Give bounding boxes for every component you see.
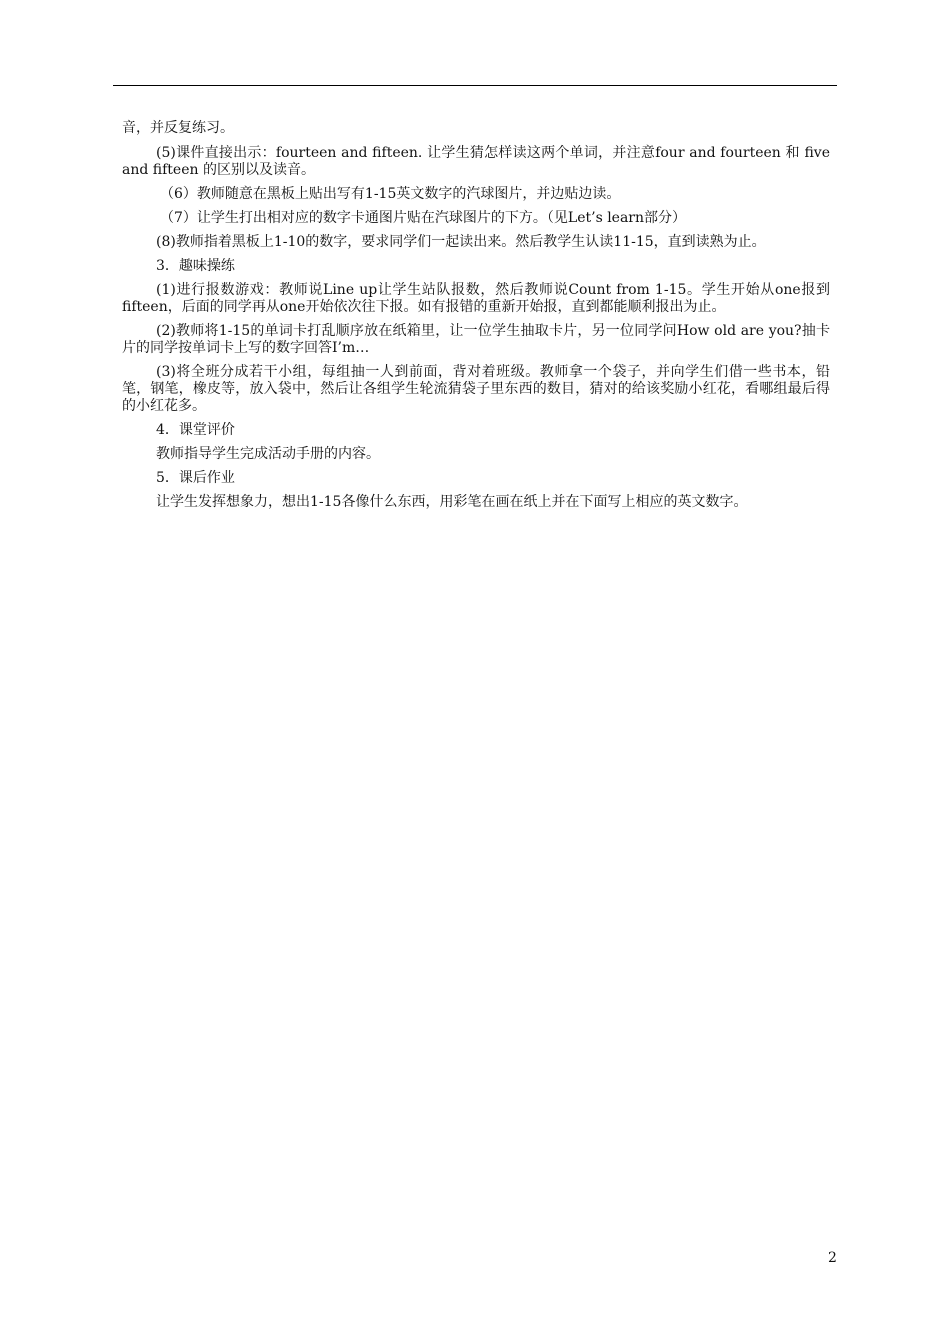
- page-number: 2: [828, 1250, 837, 1266]
- paragraph-step-8: (8)教师指着黑板上1-10的数字，要求同学们一起读出来。然后教学生认读11-15，直到读熟为止。: [156, 234, 766, 250]
- header-rule: [113, 85, 837, 86]
- section-heading-5: 5．课后作业: [156, 470, 235, 486]
- section-heading-4: 4．课堂评价: [156, 422, 235, 438]
- paragraph-step-7: （7）让学生打出相对应的数字卡通图片贴在汽球图片的下方。（见Let’s learn部分）: [160, 210, 687, 226]
- section-heading-3: 3．趣味操练: [156, 258, 235, 274]
- paragraph-evaluation: 教师指导学生完成活动手册的内容。: [156, 446, 380, 462]
- paragraph-step-5: (5)课件直接出示：fourteen and fifteen. 让学生猜怎样读这两个单词，并注意four and fourteen 和 five and fifteen 的区别以及读音。: [122, 145, 830, 178]
- paragraph-drill-2: (2)教师将1-15的单词卡打乱顺序放在纸箱里，让一位学生抽取卡片，另一位同学问How old are you?抽卡片的同学按单词卡上写的数字回答I’m…: [122, 323, 830, 356]
- paragraph-step-6: （6）教师随意在黑板上贴出写有1-15英文数字的汽球图片，并边贴边读。: [160, 186, 621, 202]
- document-body: [122, 120, 830, 518]
- paragraph-continuation: 音，并反复练习。: [122, 120, 234, 136]
- paragraph-drill-1: (1)进行报数游戏：教师说Line up让学生站队报数，然后教师说Count from 1-15。学生开始从one报到fifteen，后面的同学再从one开始依次往下报。如有报错的重新开始报，直到都能顺利报出为止。: [122, 282, 830, 315]
- paragraph-drill-3: (3)将全班分成若干小组，每组抽一人到前面，背对着班级。教师拿一个袋子，并向学生们借一些书本，铅笔，钢笔，橡皮等，放入袋中，然后让各组学生轮流猜袋子里东西的数目，猜对的给该奖励小红花，看哪组最后得的小红花多。: [122, 364, 830, 414]
- paragraph-homework: 让学生发挥想象力，想出1-15各像什么东西，用彩笔在画在纸上并在下面写上相应的英文数字。: [156, 494, 748, 510]
